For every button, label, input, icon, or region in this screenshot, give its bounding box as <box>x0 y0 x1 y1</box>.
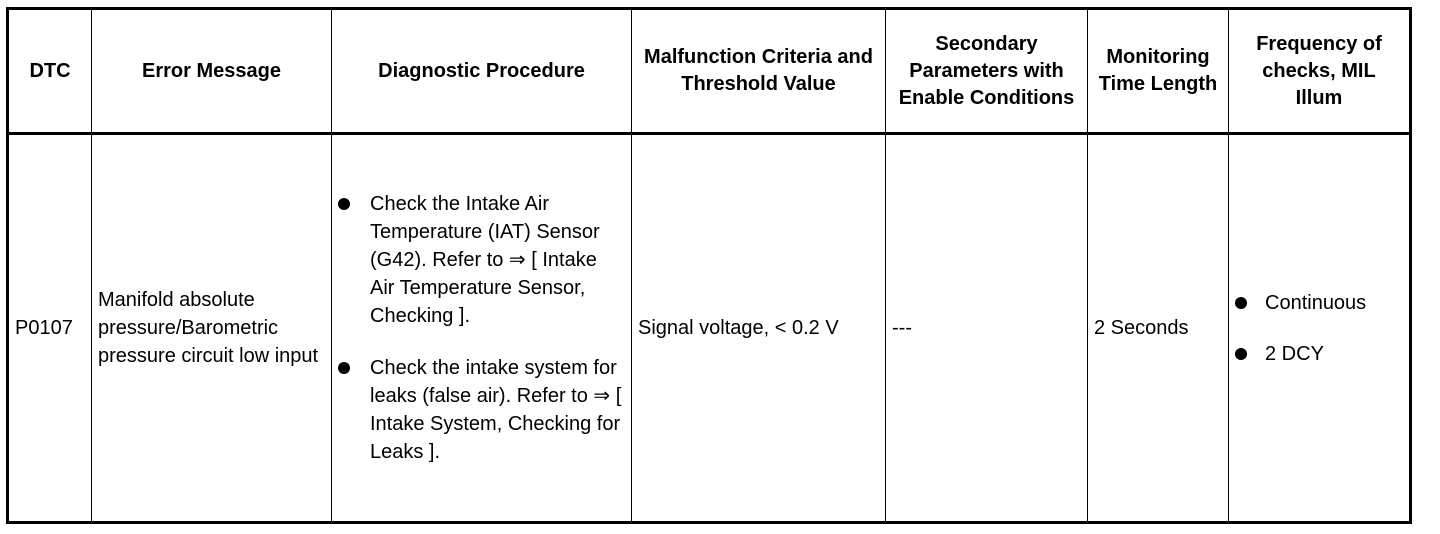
frequency-item <box>1235 340 1403 368</box>
frequency-list <box>1235 289 1403 368</box>
dtc-code: P0107 <box>8 134 92 523</box>
header-malfunction-criteria: Malfunction Criteria and Threshold Value <box>632 9 886 134</box>
procedure-step-text: Check the Intake Air Temperature (IAT) Sensor (G42). Refer to ⇒ [ Intake Air Temperature Sensor, Checking ]. <box>370 193 600 327</box>
table-row <box>8 134 1411 523</box>
frequency-item-text: Continuous <box>1265 291 1367 314</box>
bullet-icon <box>1235 297 1247 309</box>
monitoring-time: 2 Seconds <box>1088 134 1229 523</box>
bullet-icon <box>338 362 350 374</box>
header-row <box>8 9 1411 134</box>
procedure-step <box>338 190 625 330</box>
dtc-table <box>6 7 1412 524</box>
header-error-message: Error Message <box>92 9 332 134</box>
frequency <box>1229 134 1411 523</box>
frequency-item-text: 2 DCY <box>1265 342 1324 365</box>
diagnostic-procedure <box>332 134 632 523</box>
header-diagnostic-procedure: Diagnostic Procedure <box>332 9 632 134</box>
header-dtc: DTC <box>8 9 92 134</box>
header-monitoring-time: Monitoring Time Length <box>1088 9 1229 134</box>
header-frequency: Frequency of checks, MIL Illum <box>1229 9 1411 134</box>
bullet-icon <box>338 198 350 210</box>
malfunction-criteria: Signal voltage, < 0.2 V <box>632 134 886 523</box>
secondary-parameters: --- <box>886 134 1088 523</box>
procedure-step <box>338 354 625 466</box>
error-message: Manifold absolute pressure/Barometric pressure circuit low input <box>92 134 332 523</box>
header-secondary-parameters: Secondary Parameters with Enable Conditions <box>886 9 1088 134</box>
procedure-list <box>338 190 625 466</box>
procedure-step-text: Check the intake system for leaks (false air). Refer to ⇒ [ Intake System, Checking for Leaks ]. <box>370 357 622 463</box>
frequency-item <box>1235 289 1403 317</box>
bullet-icon <box>1235 348 1247 360</box>
